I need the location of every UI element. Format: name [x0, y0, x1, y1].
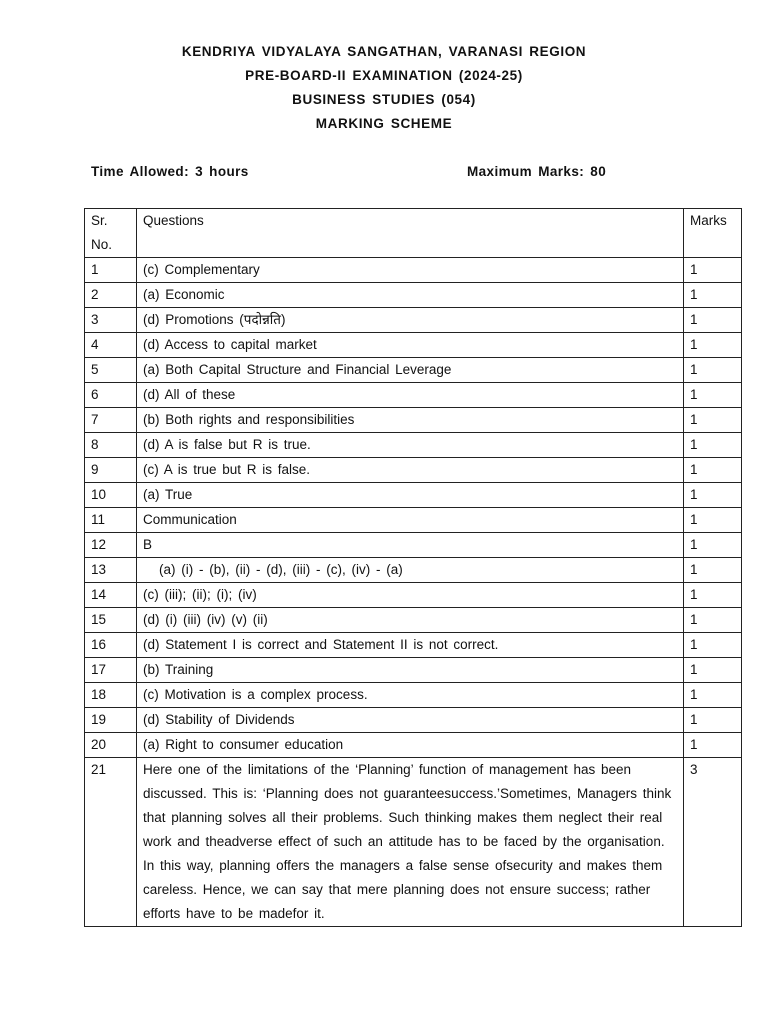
title-examination: PRE-BOARD-II EXAMINATION (2024-25): [245, 68, 523, 83]
table-row: [85, 583, 742, 608]
answer-cell: (a) True: [137, 483, 684, 508]
answer-cell: (d) All of these: [137, 383, 684, 408]
answer-cell: (d) Promotions (पदोन्नति): [137, 308, 684, 333]
table-row: [85, 383, 742, 408]
marks-cell: 1: [684, 433, 742, 458]
table-row: [85, 558, 742, 583]
sr-no-cell: 14: [85, 583, 137, 608]
sr-no-cell: 16: [85, 633, 137, 658]
marks-cell: 1: [684, 633, 742, 658]
maximum-marks: Maximum Marks: 80: [467, 164, 607, 179]
table-row: [85, 258, 742, 283]
answer-text: (a) (i) - (b), (ii) - (d), (iii) - (c), (iv) - (a): [159, 562, 403, 577]
sr-no-cell: 20: [85, 733, 137, 758]
marks-cell: 1: [684, 658, 742, 683]
marks-cell: 1: [684, 508, 742, 533]
marks-cell: 1: [684, 583, 742, 608]
sr-no-cell: 15: [85, 608, 137, 633]
sr-no-cell: 7: [85, 408, 137, 433]
marks-cell: 1: [684, 733, 742, 758]
sr-no-cell: 18: [85, 683, 137, 708]
answer-cell: (a) Both Capital Structure and Financial Leverage: [137, 358, 684, 383]
answer-cell: Here one of the limitations of the ‘Planning’ function of management has been discussed. This is: ‘Planning does not guaranteesuccess.’Sometimes, Managers think that planning solves all their problems. Such thinking makes them neglect their real work and theadverse effect of such an attitude has to be faced by the organisation. In this way, planning offers the managers a false sense ofsecurity and makes them careless. Hence, we can say that mere planning does not ensure success; rather efforts have to be madefor it.: [137, 758, 684, 927]
title-organisation: KENDRIYA VIDYALAYA SANGATHAN, VARANASI REGION: [181, 44, 587, 59]
table-row: [85, 308, 742, 333]
table-row: [85, 658, 742, 683]
sr-no-cell: 17: [85, 658, 137, 683]
marks-cell: 1: [684, 708, 742, 733]
marks-cell: 1: [684, 408, 742, 433]
sr-no-cell: 11: [85, 508, 137, 533]
answer-cell: B: [137, 533, 684, 558]
table-row: [85, 483, 742, 508]
time-allowed: Time Allowed: 3 hours: [91, 164, 249, 179]
marks-cell: 1: [684, 458, 742, 483]
table-header-row: [85, 209, 742, 258]
answer-cell: (b) Training: [137, 658, 684, 683]
table-row: [85, 633, 742, 658]
table-row: [85, 683, 742, 708]
answer-cell: Communication: [137, 508, 684, 533]
answer-cell: (d) Statement I is correct and Statement II is not correct.: [137, 633, 684, 658]
marks-cell: 1: [684, 308, 742, 333]
marks-cell: 3: [684, 758, 742, 927]
answer-cell: (c) (iii); (ii); (i); (iv): [137, 583, 684, 608]
answer-cell: (b) Both rights and responsibilities: [137, 408, 684, 433]
table-row: [85, 733, 742, 758]
answer-cell: (c) Complementary: [137, 258, 684, 283]
marks-cell: 1: [684, 333, 742, 358]
sr-no-cell: 6: [85, 383, 137, 408]
table-row: [85, 333, 742, 358]
marks-cell: 1: [684, 383, 742, 408]
sr-no-cell: 19: [85, 708, 137, 733]
answer-cell: (a) Economic: [137, 283, 684, 308]
sr-no-cell: 3: [85, 308, 137, 333]
answer-cell: (a) Right to consumer education: [137, 733, 684, 758]
answer-cell: [137, 558, 684, 583]
sr-no-cell: 12: [85, 533, 137, 558]
answer-cell: (d) Stability of Dividends: [137, 708, 684, 733]
answer-cell: (c) Motivation is a complex process.: [137, 683, 684, 708]
table-row: [85, 708, 742, 733]
marks-cell: 1: [684, 558, 742, 583]
answer-cell: (c) A is true but R is false.: [137, 458, 684, 483]
title-subject: BUSINESS STUDIES (054): [292, 92, 476, 107]
marks-cell: 1: [684, 258, 742, 283]
table-row: [85, 283, 742, 308]
marks-cell: 1: [684, 533, 742, 558]
sr-no-cell: 8: [85, 433, 137, 458]
table-row: [85, 758, 742, 927]
table-row: [85, 608, 742, 633]
sr-no-cell: 2: [85, 283, 137, 308]
sr-no-cell: 21: [85, 758, 137, 927]
sr-no-cell: 5: [85, 358, 137, 383]
sr-no-cell: 1: [85, 258, 137, 283]
marks-cell: 1: [684, 608, 742, 633]
answer-cell: (d) Access to capital market: [137, 333, 684, 358]
answer-cell: (d) A is false but R is true.: [137, 433, 684, 458]
table-row: [85, 458, 742, 483]
sr-no-cell: 9: [85, 458, 137, 483]
table-row: [85, 358, 742, 383]
sr-no-cell: 13: [85, 558, 137, 583]
marks-cell: 1: [684, 358, 742, 383]
column-header-sr-no: Sr. No.: [85, 209, 137, 258]
title-document-type: MARKING SCHEME: [315, 116, 453, 131]
marks-cell: 1: [684, 283, 742, 308]
table-row: [85, 433, 742, 458]
table-row: [85, 508, 742, 533]
sr-no-cell: 4: [85, 333, 137, 358]
marking-scheme-table: [84, 208, 742, 927]
column-header-questions: Questions: [137, 209, 684, 258]
table-row: [85, 533, 742, 558]
table-row: [85, 408, 742, 433]
sr-no-cell: 10: [85, 483, 137, 508]
column-header-marks: Marks: [684, 209, 742, 258]
marks-cell: 1: [684, 683, 742, 708]
marks-cell: 1: [684, 483, 742, 508]
answer-cell: (d) (i) (iii) (iv) (v) (ii): [137, 608, 684, 633]
